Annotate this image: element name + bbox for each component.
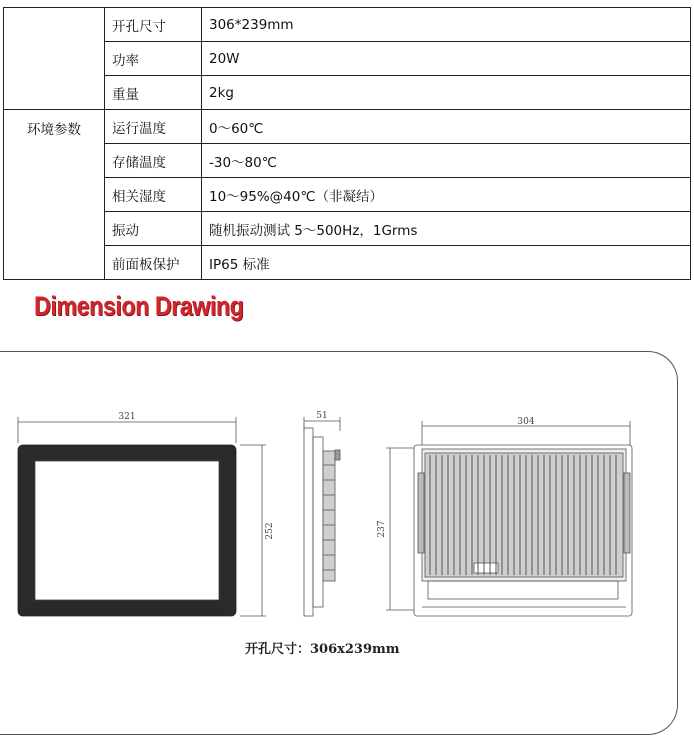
rear-width-label: 304 [517, 417, 535, 427]
front-width-label: 321 [118, 412, 136, 422]
spec-label: 功率 [105, 42, 202, 76]
table-row [4, 110, 691, 144]
rear-height-label: 237 [377, 520, 387, 538]
table-row [4, 42, 691, 76]
side-depth-label: 51 [316, 411, 328, 421]
section-title: Dimension Drawing [34, 291, 244, 321]
spec-label: 重量 [105, 76, 202, 110]
spec-value: -30～80℃ [202, 144, 691, 178]
spec-value: 20W [202, 42, 691, 76]
front-view [18, 417, 266, 616]
cutout-caption: 开孔尺寸：306x239mm [245, 642, 400, 657]
rear-view [386, 421, 632, 616]
spec-value: 0～60℃ [202, 110, 691, 144]
table-row [4, 144, 691, 178]
spec-value: IP65 标准 [202, 246, 691, 280]
spec-label: 相关湿度 [105, 178, 202, 212]
table-row [4, 8, 691, 42]
spec-label: 运行温度 [105, 110, 202, 144]
spec-label: 存储温度 [105, 144, 202, 178]
spec-value: 2kg [202, 76, 691, 110]
side-view [304, 417, 340, 616]
table-row [4, 246, 691, 280]
spec-table [3, 7, 691, 280]
dimension-drawing [0, 395, 694, 635]
group-cell: 环境参数 [4, 110, 105, 280]
group-cell [4, 8, 105, 110]
spec-value: 随机振动测试 5～500Hz，1Grms [202, 212, 691, 246]
table-row [4, 76, 691, 110]
front-height-label: 252 [265, 522, 275, 540]
table-row [4, 212, 691, 246]
spec-label: 振动 [105, 212, 202, 246]
table-row [4, 178, 691, 212]
spec-value: 10～95%@40℃（非凝结） [202, 178, 691, 212]
spec-value: 306*239mm [202, 8, 691, 42]
spec-label: 开孔尺寸 [105, 8, 202, 42]
spec-label: 前面板保护 [105, 246, 202, 280]
